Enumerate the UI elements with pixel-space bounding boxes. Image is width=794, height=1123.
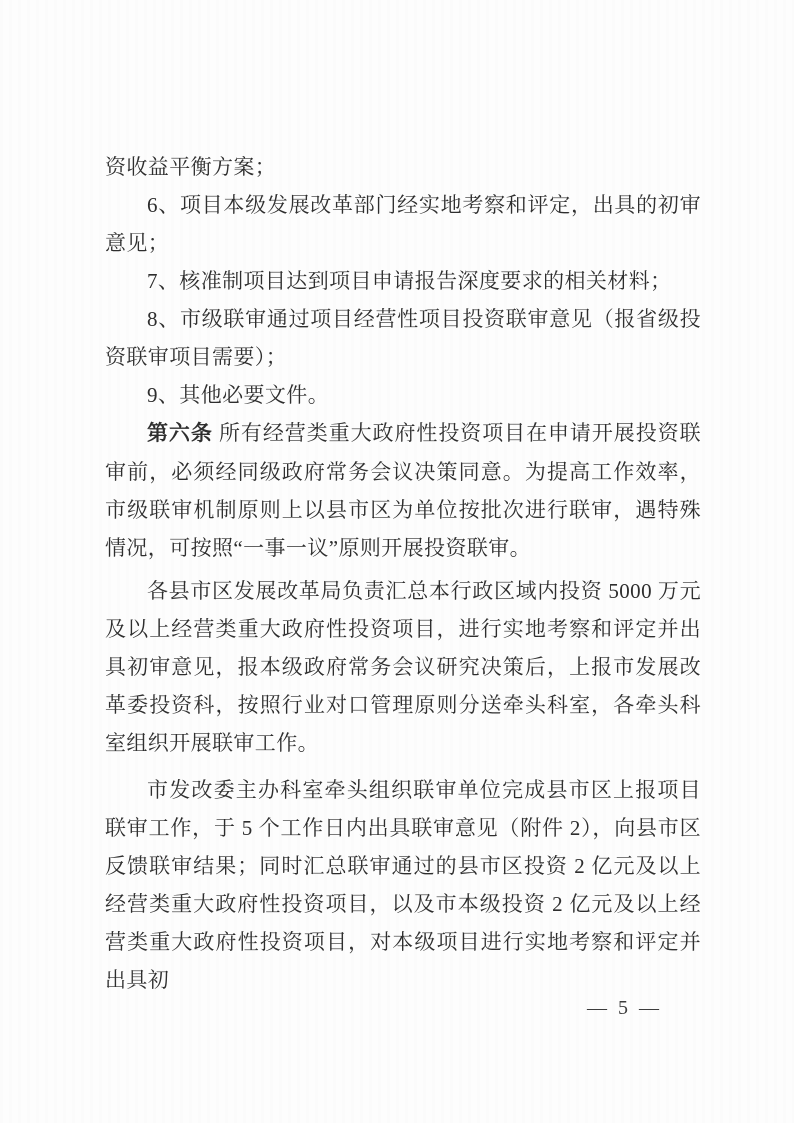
paragraph: 7、核准制项目达到项目申请报告深度要求的相关材料；	[147, 269, 672, 293]
paragraph: 8、市级联审通过项目经营性项目投资联审意见（报省级投资联审项目需要）；	[105, 307, 701, 369]
section-paragraph: 第六条 所有经营类重大政府性投资项目在申请开展投资联审前，必须经同级政府常务会议决策同意。为提高工作效率，市级联审机制原则上以县市区为单位按批次进行联审，遇特殊情况，可按照“一事一议”原则开展投资联审。	[105, 421, 702, 560]
paragraph: 9、其他必要文件。	[147, 383, 330, 407]
paragraph: 各县市区发展改革局负责汇总本行政区域内投资 5000 万元及以上经营类重大政府性投资项目，进行实地考察和评定并出具初审意见，报本级政府常务会议研究决策后，上报市发展改革委投资科，按照行业对口管理原则分送牵头科室，各牵头科室组织开展联审工作。	[105, 579, 701, 755]
section-lead: 第六条	[147, 422, 213, 445]
document-body	[105, 148, 701, 999]
paragraph: 资收益平衡方案；	[105, 155, 277, 179]
page-number: — 5 —	[587, 997, 662, 1019]
paragraph: 市发改委主办科室牵头组织联审单位完成县市区上报项目联审工作，于 5 个工作日内出具联审意见（附件 2），向县市区反馈联审结果；同时汇总联审通过的县市区投资 2 亿元及以上经营类重大政府性投资项目，以及市本级投资 2 亿元及以上经营类重大政府性投资项目，对本级项目进行实地考察和评定并出具初	[105, 778, 701, 992]
paragraph: 6、项目本级发展改革部门经实地考察和评定，出具的初审意见；	[105, 193, 701, 255]
